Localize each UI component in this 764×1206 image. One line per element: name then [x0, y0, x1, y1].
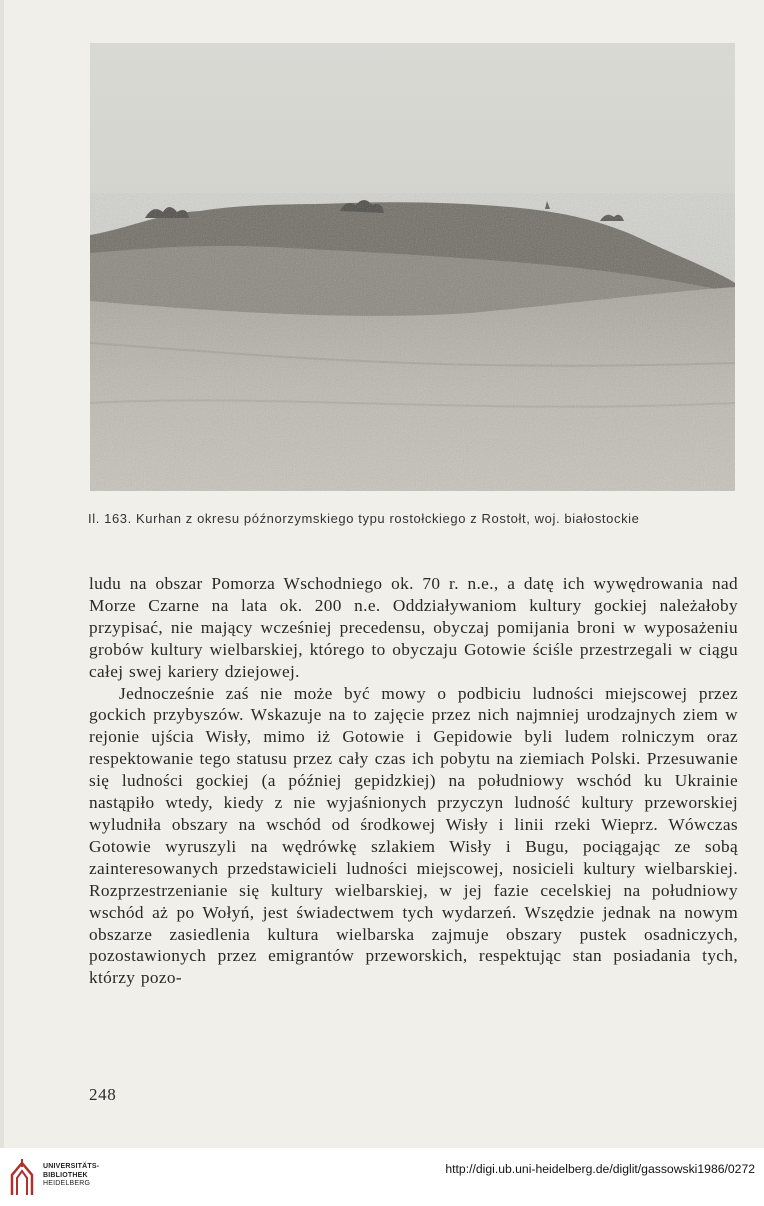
permalink-url[interactable]: http://digi.ub.uni-heidelberg.de/diglit/gassowski1986/0272 — [445, 1162, 755, 1176]
library-name — [43, 1163, 99, 1189]
paragraph: ludu na obszar Pomorza Wschodniego ok. 70 r. n.e., a datę ich wywędrowania nad Morze Czarne na lata ok. 200 n.e. Oddziaływaniom kultury gockiej należałoby przypisać, nie mający wcześniej precedensu, obyczaj pomijania broni w wyposażeniu grobów kultury wielbarskiej, którego to obyczaju Gotowie ściśle przestrzegali w ciągu całej swej kariery dziejowej. — [89, 574, 738, 681]
library-line-3: HEIDELBERG — [43, 1180, 91, 1187]
paragraph: Jednocześnie zaś nie może być mowy o podbiciu ludności miejscowej przez gockich przybyszów. Wskazuje na to zajęcie przez nich najmniej urodzajnych ziem w rejonie ujścia Wisły, mimo iż Gotowie i Gepidowie byli ludem rolniczym oraz respektowanie tego statusu przez cały czas ich pobytu na ziemiach Polski. Przesuwanie się ludności gockiej (a później gepidzkiej) na południowy wschód ku Ukrainie nastąpiło wtedy, kiedy z nie wyjaśnionych przyczyn ludność kultury przeworskiej wyludniła obszary na wschód od środkowej Wisły i linii rzeki Wieprz. Wówczas Gotowie wyruszyli na wędrówkę szlakiem Wisły i Bugu, pociągając ze sobą zainteresowanych przedstawicieli ludności miejscowej, nosicieli kultury wielbarskiej. Rozprzestrzenianie się kultury wielbarskiej, w jej fazie cecelskiej na południowy wschód aż po Wołyń, jest świadectwem tych wydarzeń. Wszędzie jednak na nowym obszarze zasiedlenia kultura wielbarska zajmuje obszary pustek osadniczych, pozostawionych przez emigrantów przeworskich, respektując stan posiadania tych, którzy pozo- — [89, 683, 738, 988]
page-edge — [0, 0, 4, 1148]
page-number: 248 — [89, 1085, 117, 1104]
library-line-1: UNIVERSITÄTS- — [43, 1163, 100, 1170]
body-text — [89, 573, 738, 989]
kurhan-photograph — [90, 43, 735, 491]
library-line-2: BIBLIOTHEK — [43, 1171, 88, 1179]
digitization-footer — [0, 1148, 764, 1206]
library-logo-icon — [8, 1157, 36, 1197]
figure-caption: Il. 163. Kurhan z okresu późnorzymskiego typu rostołckiego z Rostołt, woj. białostockie — [88, 511, 640, 526]
